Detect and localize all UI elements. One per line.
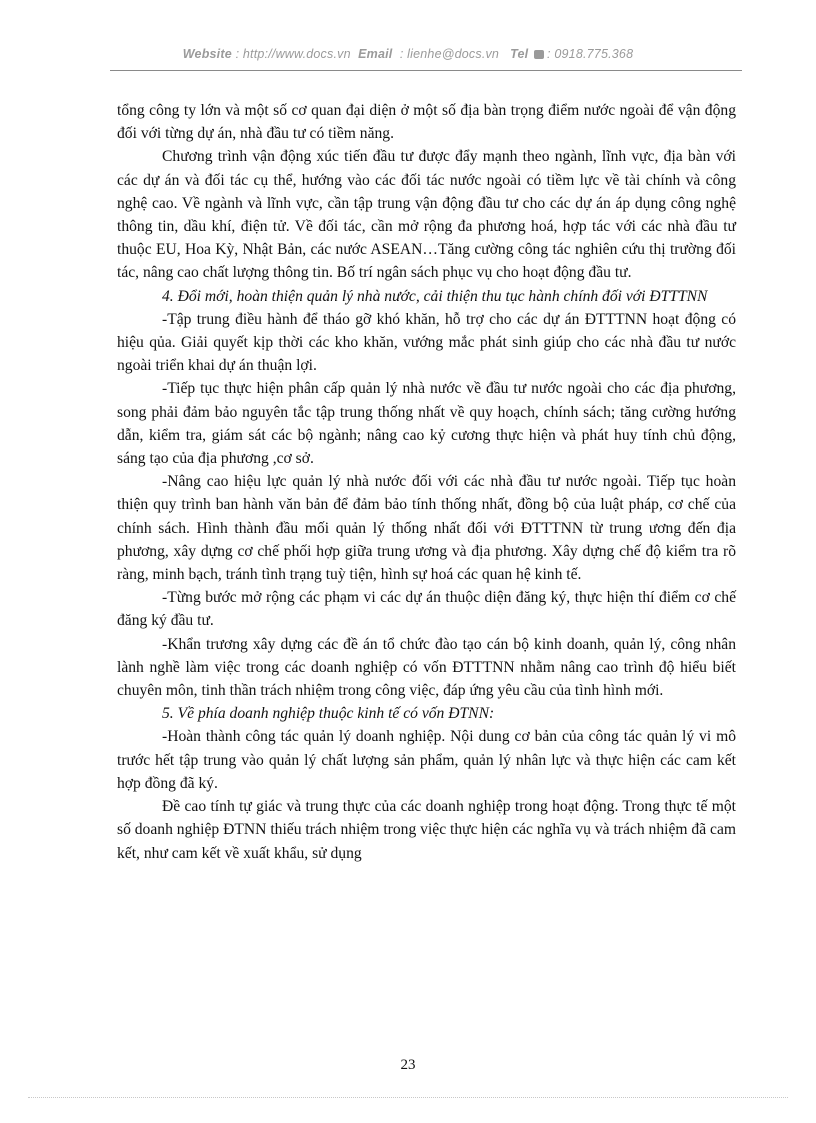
section-heading: 5. Về phía doanh nghiệp thuộc kinh tế có vốn ĐTNN: — [162, 705, 495, 723]
paragraph: Chương trình vận động xúc tiến đầu tư được đẩy mạnh theo ngành, lĩnh vực, địa bàn với các dự án và đối tác cụ thể, hướng vào các đối tác nước ngoài có tiềm lực về tài chính và công nghệ cao. Về ngành và lĩnh vực, cần tập trung vận động đầu tư cho các dự án áp dụng công nghệ thông tin, dầu khí, điện tử. Về đối tác, cần mở rộng đa phương hoá, hợp tác với các nhà đầu tư thuộc EU, Hoa Kỳ, Nhật Bản, các nước ASEAN…Tăng cường công tác nghiên cứu thị trường đối tác, nâng cao chất lượng thông tin. Bố trí ngân sách phục vụ cho hoạt động đầu tư. — [117, 148, 736, 282]
phone-icon — [534, 50, 544, 59]
tel-label: Tel — [510, 47, 529, 61]
paragraph: tổng công ty lớn và một số cơ quan đại diện ở một số địa bàn trọng điểm nước ngoài để vận động đối với từng dự án, nhà đầu tư có tiềm năng. — [117, 102, 736, 143]
paragraph: -Tiếp tục thực hiện phân cấp quản lý nhà nước về đầu tư nước ngoài cho các địa phương, song phải đảm bảo nguyên tắc tập trung thống nhất về quy hoạch, chính sách; tăng cường hướng dẫn, kiểm tra, giám sát các bộ ngành; nâng cao kỷ cương thực hiện và phát huy tính chủ động, sáng tạo của địa phương ,cơ sở. — [117, 380, 736, 468]
footer-divider — [28, 1097, 788, 1098]
paragraph: -Hoàn thành công tác quản lý doanh nghiệp. Nội dung cơ bản của công tác quản lý vi mô trước hết tập trung vào quản lý chất lượng sản phẩm, quản lý nhân lực và thực hiện các cam kết hợp đồng đã ký. — [117, 728, 736, 792]
paragraph: Đề cao tính tự giác và trung thực của các doanh nghiệp trong hoạt động. Trong thực tế một số doanh nghiệp ĐTNN thiếu trách nhiệm trong việc thực hiện các nghĩa vụ và trách nhiệm đã cam kết, như cam kết về xuất khẩu, sử dụng — [117, 798, 737, 862]
page-header — [0, 47, 816, 61]
website-value: : http://www.docs.vn — [235, 47, 351, 61]
paragraph: -Nâng cao hiệu lực quản lý nhà nước đối với các nhà đầu tư nước ngoài. Tiếp tục hoàn thiện quy trình ban hành văn bản để đảm bảo tính thống nhất, đồng bộ của luật pháp, cơ chế của chính sách. Hình thành đầu mối quản lý thống nhất đối với ĐTTTNN từ trung ương đến địa phương, xây dựng cơ chế phối hợp giữa trung ương và địa phương. Xây dựng chế độ kiểm tra rõ ràng, minh bạch, tránh tình trạng tuỳ tiện, hình sự hoá các quan hệ kinh tế. — [117, 473, 736, 584]
paragraph: -Từng bước mở rộng các phạm vi các dự án thuộc diện đăng ký, thực hiện thí điểm cơ chế đăng ký đầu tư. — [117, 589, 736, 630]
website-label: Website — [182, 47, 232, 61]
paragraph: -Tập trung điều hành để tháo gỡ khó khăn, hỗ trợ cho các dự án ĐTTTNN hoạt động có hiệu qủa. Giải quyết kịp thời các kho khăn, vướng mắc phát sinh giúp cho các nhà đầu tư nước ngoài triển khai dự án thuận lợi. — [117, 310, 736, 375]
email-value: : lienhe@docs.vn — [399, 47, 500, 61]
tel-value: : 0918.775.368 — [547, 47, 634, 61]
document-body — [117, 99, 736, 865]
section-heading: 4. Đổi mới, hoàn thiện quản lý nhà nước, cải thiện thu tục hành chính đối với ĐTTTNN — [162, 287, 708, 305]
header-divider — [110, 70, 742, 71]
page-number: 23 — [400, 1057, 416, 1073]
paragraph: -Khẩn trương xây dựng các đề án tổ chức đào tạo cán bộ kinh doanh, quản lý, công nhân lành nghề làm việc trong các doanh nghiệp có vốn ĐTTTNN nhằm nâng cao trình độ hiểu biết chuyên môn, tinh thần trách nhiệm trong công việc, đáp ứng yêu cầu của tình hình mới. — [117, 635, 736, 700]
email-label: Email — [358, 47, 393, 61]
